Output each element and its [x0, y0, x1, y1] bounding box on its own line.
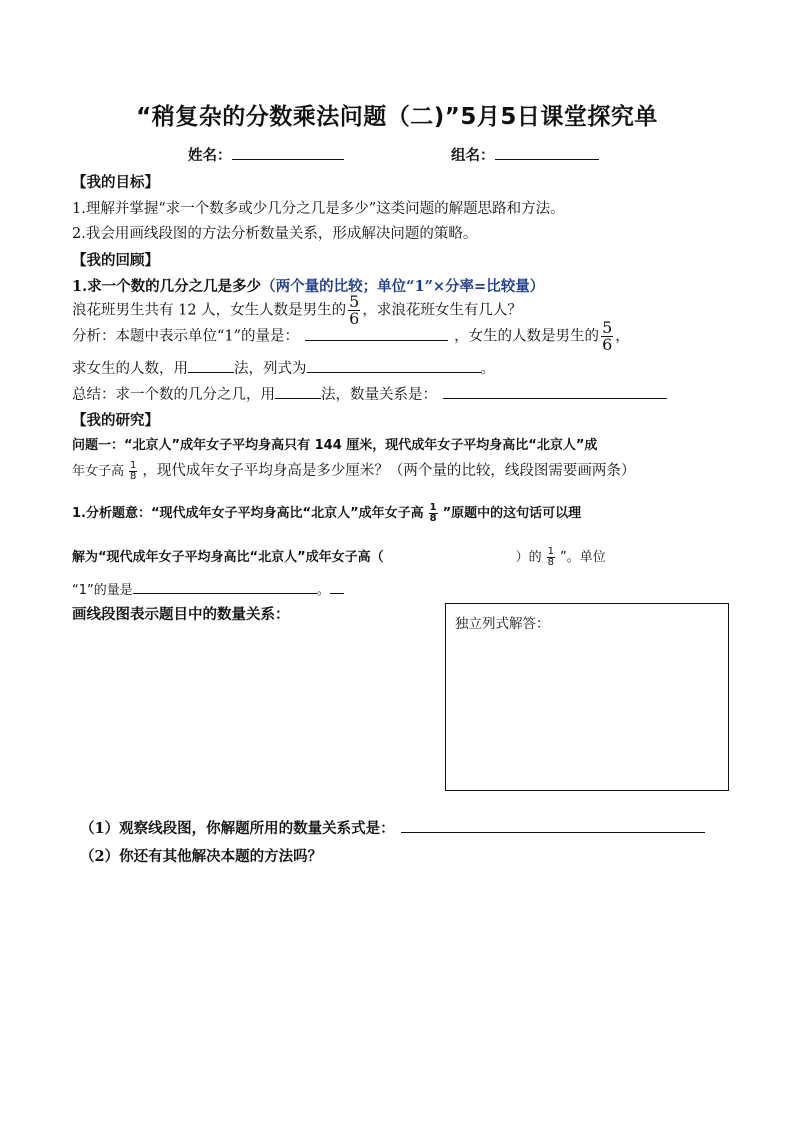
fraction-one-eighth-3: $\frac{1}{8}$ — [547, 546, 555, 568]
group-blank[interactable] — [495, 145, 599, 160]
fraction-one-eighth: $\frac{1}{8}$ — [130, 460, 137, 482]
review-analysis — [72, 320, 630, 353]
group-label: 组名： — [451, 147, 495, 164]
answer-box-label: 独立列式解答： — [455, 616, 550, 632]
analysis-pre: 分析：本题中表示单位“1”的量是： — [72, 328, 300, 345]
summary-operation-blank[interactable] — [275, 384, 321, 399]
review-q1-title: 1.求一个数的几分之几是多少 — [72, 278, 262, 295]
analysis-mid: ，女生的人数是男生的 — [454, 328, 600, 345]
name-blank[interactable] — [232, 145, 344, 160]
observe-question: （1）观察线段图，你解题所用的数量关系式是： — [80, 817, 705, 838]
unit-blank-tail — [330, 579, 344, 594]
observe-blank[interactable] — [401, 818, 705, 833]
page-title: “稍复杂的分数乘法问题（二)”5月5日课堂探究单 — [136, 104, 658, 130]
review-solve — [72, 357, 495, 378]
operation-blank[interactable] — [188, 358, 234, 373]
summary-relation-blank[interactable] — [443, 384, 667, 399]
problem-one-line2: 年女子高 $\frac{1}{8}$ ，现代成年女子平均身高是多少厘米？（两个量的比较，线段图需要画两条） — [72, 460, 636, 482]
problem-one-line1: 问题一：“北京人”成年女子平均身高只有 144 厘米，现代成年女子平均身高比“北京人”成 — [72, 438, 598, 453]
analyze-statement: 1.分析题意：“现代成年女子平均身高比“北京人”成年女子高 $\frac{1}{8}$ ”原题中的这句话可以理 — [72, 502, 582, 524]
unit-blank[interactable] — [133, 579, 317, 594]
review-problem-post: ，求浪花班女生有几人？ — [362, 302, 522, 319]
solve-mid: 法，列式为 — [234, 361, 307, 377]
solve-pre: 求女生的人数，用 — [72, 361, 188, 377]
name-field — [188, 144, 344, 165]
review-summary — [72, 383, 667, 404]
solve-end: 。 — [480, 361, 495, 377]
fraction-five-sixths-2: $\frac{5}{6}$ — [602, 318, 613, 354]
summary-pre: 总结：求一个数的几分之几，用 — [72, 387, 275, 403]
goal-item-2: 2.我会用画线段图的方法分析数量关系，形成解决问题的策略。 — [72, 226, 478, 242]
goal-item-1: 1.理解并掌握“求一个数多或少几分之几是多少”这类问题的解题思路和方法。 — [72, 201, 565, 217]
fraction-one-eighth-2: $\frac{1}{8}$ — [429, 502, 437, 524]
research-heading: 【我的研究】 — [72, 412, 159, 429]
review-problem-pre: 浪花班男生共有 12 人，女生人数是男生的 — [72, 302, 347, 319]
review-q1 — [72, 275, 544, 296]
review-q1-hint: （两个量的比较；单位“1”×分率=比较量） — [261, 278, 545, 295]
fraction-five-sixths: $\frac{5}{6}$ — [349, 292, 360, 328]
summary-mid: 法，数量关系是： — [321, 387, 437, 403]
unit-one-blank[interactable] — [305, 326, 448, 341]
name-label: 姓名： — [188, 147, 232, 164]
unit-statement: “1”的量是 。 — [72, 579, 344, 598]
expression-blank[interactable] — [307, 358, 481, 373]
goals-heading: 【我的目标】 — [72, 174, 159, 191]
answer-box[interactable] — [445, 603, 729, 791]
group-field — [451, 144, 599, 165]
analysis-end: ， — [615, 328, 630, 345]
review-heading: 【我的回顾】 — [72, 252, 159, 269]
understand-statement: 解为“现代成年女子平均身高比“北京人”成年女子高（ ）的 $\frac{1}{8}$ ”。单位 — [72, 546, 606, 568]
diagram-label: 画线段图表示题目中的数量关系： — [72, 606, 290, 623]
other-methods-question: （2）你还有其他解决本题的方法吗？ — [80, 848, 323, 865]
